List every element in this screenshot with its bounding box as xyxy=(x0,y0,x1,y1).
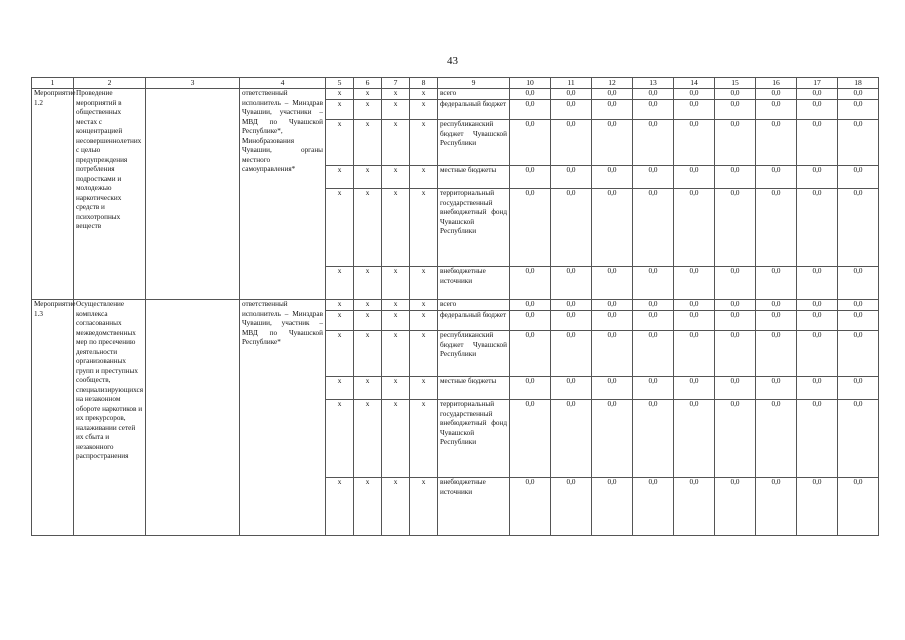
mark-cell: х xyxy=(410,300,438,311)
mark-cell: х xyxy=(410,267,438,300)
value-cell: 0,0 xyxy=(715,166,756,189)
mark-cell: х xyxy=(326,331,354,377)
value-cell: 0,0 xyxy=(838,267,879,300)
value-cell: 0,0 xyxy=(715,100,756,120)
header-cell: 10 xyxy=(510,78,551,89)
value-cell: 0,0 xyxy=(715,300,756,311)
value-cell: 0,0 xyxy=(756,331,797,377)
value-cell: 0,0 xyxy=(674,166,715,189)
value-cell: 0,0 xyxy=(674,267,715,300)
value-cell: 0,0 xyxy=(838,120,879,166)
funding-source: внебюджетные источники xyxy=(438,478,510,536)
mark-cell: х xyxy=(326,400,354,478)
value-cell: 0,0 xyxy=(674,300,715,311)
value-cell: 0,0 xyxy=(633,89,674,100)
value-cell: 0,0 xyxy=(756,300,797,311)
value-cell: 0,0 xyxy=(674,120,715,166)
funding-source: местные бюджеты xyxy=(438,166,510,189)
value-cell: 0,0 xyxy=(551,331,592,377)
value-cell: 0,0 xyxy=(838,311,879,331)
mark-cell: х xyxy=(354,89,382,100)
mark-cell: х xyxy=(354,120,382,166)
mark-cell: х xyxy=(326,189,354,267)
value-cell: 0,0 xyxy=(592,120,633,166)
empty-cell xyxy=(146,300,240,536)
value-cell: 0,0 xyxy=(633,311,674,331)
value-cell: 0,0 xyxy=(756,267,797,300)
value-cell: 0,0 xyxy=(510,311,551,331)
table-row xyxy=(32,89,879,100)
header-cell: 2 xyxy=(74,78,146,89)
header-cell: 16 xyxy=(756,78,797,89)
value-cell: 0,0 xyxy=(633,331,674,377)
responsible-party: ответственный исполнитель – Минздрав Чувашии, участник – МВД по Чувашской Республике* xyxy=(240,300,326,536)
funding-source: территориальный государственный внебюджетный фонд Чувашской Республики xyxy=(438,189,510,267)
mark-cell: х xyxy=(410,478,438,536)
mark-cell: х xyxy=(382,166,410,189)
value-cell: 0,0 xyxy=(633,400,674,478)
value-cell: 0,0 xyxy=(756,89,797,100)
mark-cell: х xyxy=(326,100,354,120)
value-cell: 0,0 xyxy=(797,100,838,120)
value-cell: 0,0 xyxy=(715,267,756,300)
measure-label: Мероприятие 1.3 xyxy=(32,300,74,536)
mark-cell: х xyxy=(382,331,410,377)
value-cell: 0,0 xyxy=(633,189,674,267)
value-cell: 0,0 xyxy=(797,478,838,536)
value-cell: 0,0 xyxy=(551,267,592,300)
header-cell: 7 xyxy=(382,78,410,89)
table-row xyxy=(32,300,879,311)
value-cell: 0,0 xyxy=(715,189,756,267)
value-cell: 0,0 xyxy=(510,331,551,377)
empty-cell xyxy=(146,89,240,300)
value-cell: 0,0 xyxy=(715,377,756,400)
header-cell: 4 xyxy=(240,78,326,89)
value-cell: 0,0 xyxy=(551,377,592,400)
value-cell: 0,0 xyxy=(674,331,715,377)
value-cell: 0,0 xyxy=(674,89,715,100)
header-cell: 3 xyxy=(146,78,240,89)
value-cell: 0,0 xyxy=(838,400,879,478)
value-cell: 0,0 xyxy=(674,478,715,536)
mark-cell: х xyxy=(326,478,354,536)
mark-cell: х xyxy=(382,478,410,536)
mark-cell: х xyxy=(410,100,438,120)
mark-cell: х xyxy=(354,311,382,331)
header-row xyxy=(32,78,879,89)
value-cell: 0,0 xyxy=(592,331,633,377)
mark-cell: х xyxy=(410,166,438,189)
header-cell: 9 xyxy=(438,78,510,89)
mark-cell: х xyxy=(382,267,410,300)
mark-cell: х xyxy=(410,189,438,267)
value-cell: 0,0 xyxy=(551,89,592,100)
value-cell: 0,0 xyxy=(797,120,838,166)
value-cell: 0,0 xyxy=(592,100,633,120)
value-cell: 0,0 xyxy=(510,89,551,100)
value-cell: 0,0 xyxy=(551,311,592,331)
value-cell: 0,0 xyxy=(715,89,756,100)
mark-cell: х xyxy=(410,89,438,100)
value-cell: 0,0 xyxy=(674,189,715,267)
mark-cell: х xyxy=(326,166,354,189)
value-cell: 0,0 xyxy=(510,300,551,311)
value-cell: 0,0 xyxy=(797,89,838,100)
value-cell: 0,0 xyxy=(715,120,756,166)
mark-cell: х xyxy=(354,300,382,311)
value-cell: 0,0 xyxy=(592,400,633,478)
mark-cell: х xyxy=(326,300,354,311)
header-cell: 11 xyxy=(551,78,592,89)
value-cell: 0,0 xyxy=(592,267,633,300)
value-cell: 0,0 xyxy=(592,166,633,189)
value-cell: 0,0 xyxy=(633,100,674,120)
mark-cell: х xyxy=(382,300,410,311)
funding-source: внебюджетные источники xyxy=(438,267,510,300)
value-cell: 0,0 xyxy=(797,166,838,189)
mark-cell: х xyxy=(382,100,410,120)
value-cell: 0,0 xyxy=(838,166,879,189)
value-cell: 0,0 xyxy=(551,100,592,120)
value-cell: 0,0 xyxy=(633,267,674,300)
header-cell: 17 xyxy=(797,78,838,89)
value-cell: 0,0 xyxy=(756,478,797,536)
value-cell: 0,0 xyxy=(510,377,551,400)
measure-name: Проведение мероприятий в общественных местах с концентрацией несовершеннолетних с целью предупреждения потребления подростками и молодежью наркотических средств и психотропных веществ xyxy=(74,89,146,300)
mark-cell: х xyxy=(410,311,438,331)
funding-source: федеральный бюджет xyxy=(438,311,510,331)
value-cell: 0,0 xyxy=(756,311,797,331)
funding-source: территориальный государственный внебюджетный фонд Чувашской Республики xyxy=(438,400,510,478)
value-cell: 0,0 xyxy=(510,478,551,536)
mark-cell: х xyxy=(382,311,410,331)
measure-label: Мероприятие 1.2 xyxy=(32,89,74,300)
value-cell: 0,0 xyxy=(797,300,838,311)
header-cell: 18 xyxy=(838,78,879,89)
value-cell: 0,0 xyxy=(838,478,879,536)
value-cell: 0,0 xyxy=(510,189,551,267)
mark-cell: х xyxy=(354,478,382,536)
header-cell: 8 xyxy=(410,78,438,89)
value-cell: 0,0 xyxy=(633,478,674,536)
value-cell: 0,0 xyxy=(756,400,797,478)
value-cell: 0,0 xyxy=(715,400,756,478)
mark-cell: х xyxy=(354,166,382,189)
mark-cell: х xyxy=(354,377,382,400)
value-cell: 0,0 xyxy=(797,377,838,400)
mark-cell: х xyxy=(326,377,354,400)
value-cell: 0,0 xyxy=(838,331,879,377)
value-cell: 0,0 xyxy=(838,189,879,267)
value-cell: 0,0 xyxy=(756,100,797,120)
header-cell: 5 xyxy=(326,78,354,89)
value-cell: 0,0 xyxy=(756,120,797,166)
header-cell: 15 xyxy=(715,78,756,89)
value-cell: 0,0 xyxy=(592,311,633,331)
header-cell: 13 xyxy=(633,78,674,89)
value-cell: 0,0 xyxy=(838,300,879,311)
value-cell: 0,0 xyxy=(592,478,633,536)
value-cell: 0,0 xyxy=(674,377,715,400)
program-table xyxy=(31,77,879,536)
header-cell: 1 xyxy=(32,78,74,89)
value-cell: 0,0 xyxy=(838,377,879,400)
mark-cell: х xyxy=(326,267,354,300)
mark-cell: х xyxy=(326,120,354,166)
header-cell: 6 xyxy=(354,78,382,89)
funding-source: всего xyxy=(438,300,510,311)
value-cell: 0,0 xyxy=(551,189,592,267)
mark-cell: х xyxy=(382,120,410,166)
page-number: 43 xyxy=(447,55,458,67)
value-cell: 0,0 xyxy=(592,189,633,267)
value-cell: 0,0 xyxy=(592,377,633,400)
value-cell: 0,0 xyxy=(674,400,715,478)
value-cell: 0,0 xyxy=(797,400,838,478)
value-cell: 0,0 xyxy=(674,311,715,331)
mark-cell: х xyxy=(382,89,410,100)
value-cell: 0,0 xyxy=(592,300,633,311)
value-cell: 0,0 xyxy=(551,478,592,536)
funding-source: республиканский бюджет Чувашской Республики xyxy=(438,331,510,377)
funding-source: республиканский бюджет Чувашской Республики xyxy=(438,120,510,166)
value-cell: 0,0 xyxy=(674,100,715,120)
value-cell: 0,0 xyxy=(551,120,592,166)
value-cell: 0,0 xyxy=(633,377,674,400)
value-cell: 0,0 xyxy=(510,400,551,478)
responsible-party: ответственный исполнитель – Минздрав Чувашии, участники – МВД по Чувашской Республике*, Минобразования Чувашии, органы местного самоуправления* xyxy=(240,89,326,300)
value-cell: 0,0 xyxy=(633,300,674,311)
funding-source: федеральный бюджет xyxy=(438,100,510,120)
value-cell: 0,0 xyxy=(551,400,592,478)
mark-cell: х xyxy=(354,267,382,300)
funding-source: местные бюджеты xyxy=(438,377,510,400)
value-cell: 0,0 xyxy=(715,311,756,331)
mark-cell: х xyxy=(354,189,382,267)
mark-cell: х xyxy=(354,100,382,120)
value-cell: 0,0 xyxy=(551,300,592,311)
value-cell: 0,0 xyxy=(715,478,756,536)
measure-name: Осуществление комплекса согласованных межведомственных мер по пресечению деятельности организованных групп и преступных сообществ, специализирующихся на незаконном обороте наркотиков и их прекурсоров, налаживании сетей их сбыта и незаконного распространения xyxy=(74,300,146,536)
value-cell: 0,0 xyxy=(633,120,674,166)
value-cell: 0,0 xyxy=(510,100,551,120)
value-cell: 0,0 xyxy=(797,331,838,377)
mark-cell: х xyxy=(410,400,438,478)
mark-cell: х xyxy=(382,377,410,400)
value-cell: 0,0 xyxy=(633,166,674,189)
mark-cell: х xyxy=(382,189,410,267)
value-cell: 0,0 xyxy=(756,189,797,267)
value-cell: 0,0 xyxy=(551,166,592,189)
value-cell: 0,0 xyxy=(797,189,838,267)
mark-cell: х xyxy=(326,89,354,100)
value-cell: 0,0 xyxy=(592,89,633,100)
value-cell: 0,0 xyxy=(797,267,838,300)
value-cell: 0,0 xyxy=(510,166,551,189)
mark-cell: х xyxy=(410,377,438,400)
value-cell: 0,0 xyxy=(756,166,797,189)
value-cell: 0,0 xyxy=(510,120,551,166)
value-cell: 0,0 xyxy=(838,89,879,100)
header-cell: 12 xyxy=(592,78,633,89)
value-cell: 0,0 xyxy=(797,311,838,331)
value-cell: 0,0 xyxy=(510,267,551,300)
funding-source: всего xyxy=(438,89,510,100)
value-cell: 0,0 xyxy=(756,377,797,400)
header-cell: 14 xyxy=(674,78,715,89)
mark-cell: х xyxy=(410,331,438,377)
mark-cell: х xyxy=(410,120,438,166)
value-cell: 0,0 xyxy=(838,100,879,120)
mark-cell: х xyxy=(382,400,410,478)
value-cell: 0,0 xyxy=(715,331,756,377)
mark-cell: х xyxy=(354,331,382,377)
mark-cell: х xyxy=(326,311,354,331)
mark-cell: х xyxy=(354,400,382,478)
